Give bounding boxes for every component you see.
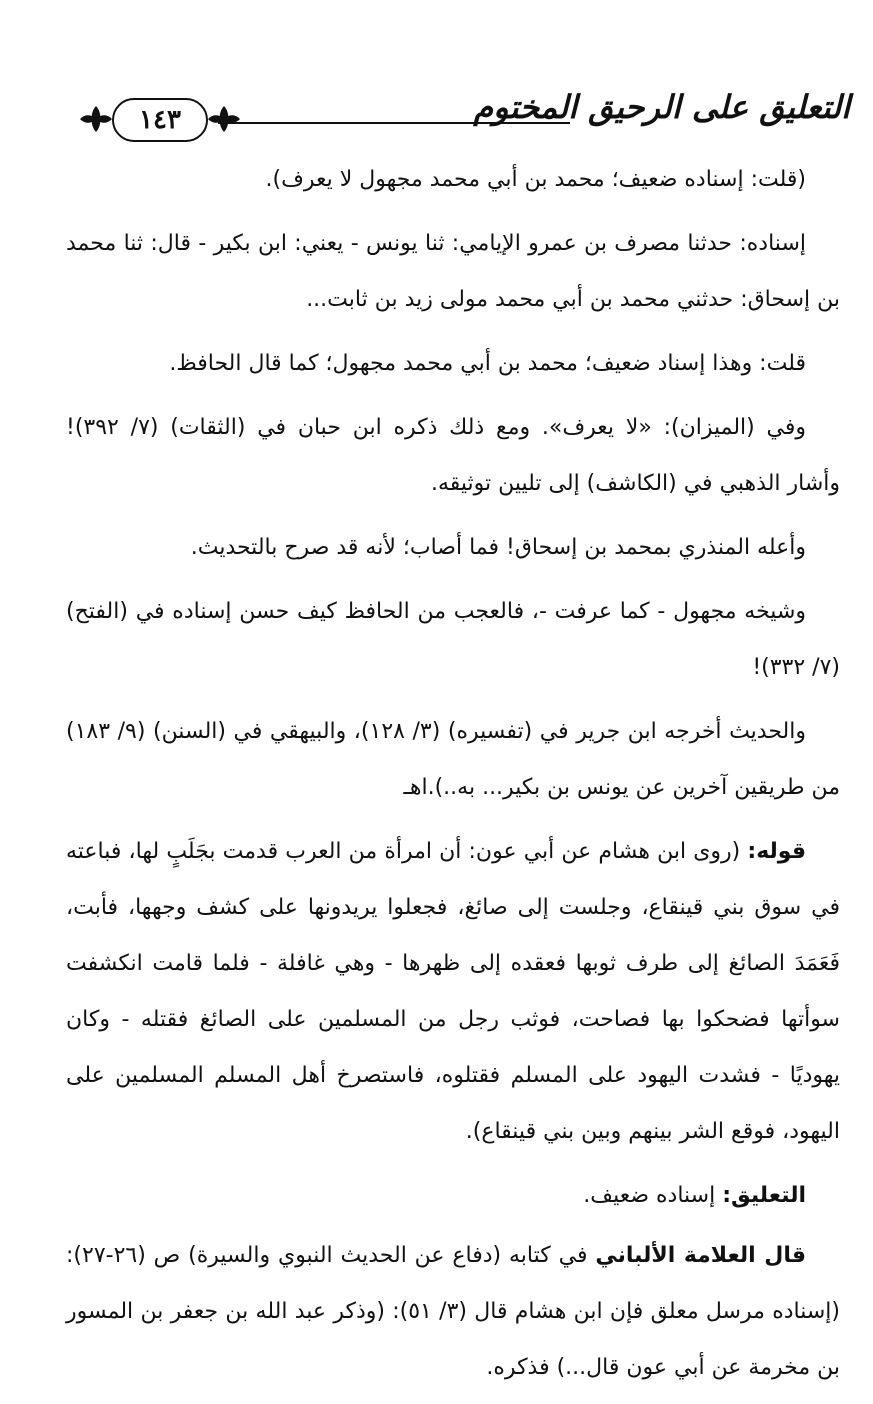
quote-paragraph: [66, 824, 840, 1160]
page-number: ١٤٣: [112, 98, 208, 142]
running-title: التعليق على الرحيق المختوم: [473, 88, 850, 126]
quote-text: (روى ابن هشام عن أبي عون: أن امرأة من العرب قدمت بجَلَبٍ لها، فباعته في سوق بني قينقاع، وجلست إلى صائغ، فجعلوا يريدونها على كشف وجهها، فأبت، فَعَمَدَ الصائغ إلى طرف ثوبها فعقده إلى ظهرها - وهي غافلة - فلما قامت انكشفت سوأتها فضحكوا بها فصاحت، فوثب رجل من المسلمين على الصائغ فقتله - وكان يهوديًا - فشدت اليهود على المسلم فقتلوه، فاستصرخ أهل المسلم المسلمين على اليهود، فوقع الشر بينهم وبين بني قينقاع).: [66, 839, 840, 1144]
paragraph-4: وفي (الميزان): «لا يعرف». ومع ذلك ذكره ابن حبان في (الثقات) (٧/ ٣٩٢)! وأشار الذهبي في (الكاشف) إلى تليين توثيقه.: [66, 415, 840, 496]
paragraph-6: وشيخه مجهول - كما عرفت -، فالعجب من الحافظ كيف حسن إسناده في (الفتح) (٧/ ٣٣٢)!: [66, 599, 840, 680]
comment-paragraph: [66, 1168, 840, 1224]
albani-lead: قال العلامة الألباني: [595, 1243, 806, 1268]
page-header: [70, 88, 850, 148]
comment-lead: التعليق:: [722, 1183, 806, 1208]
albani-text: في كتابه (دفاع عن الحديث النبوي والسيرة) ص (٢٦-٢٧): (إسناده مرسل معلق فإن ابن هشام قال (٣/ ٥١): (وذكر عبد الله بن جعفر بن المسور بن مخرمة عن أبي عون قال...) فذكره.: [66, 1243, 841, 1380]
body-text: [66, 152, 840, 1404]
paragraph-5: وأعله المنذري بمحمد بن إسحاق! فما أصاب؛ لأنه قد صرح بالتحديث.: [190, 535, 806, 560]
quote-lead: قوله:: [747, 839, 807, 864]
paragraph-7: والحديث أخرجه ابن جرير في (تفسيره) (٣/ ١٢٨)، والبيهقي في (السنن) (٩/ ١٨٣) من طريقين آخرين عن يونس بن بكير... به..).اهـ: [66, 719, 840, 800]
paragraph-1: (قلت: إسناده ضعيف؛ محمد بن أبي محمد مجهول لا يعرف).: [265, 167, 806, 192]
ornament-left-icon: [76, 102, 116, 136]
ornament-right-icon: [204, 102, 244, 136]
albani-paragraph: [66, 1228, 840, 1396]
paragraph-3: قلت: وهذا إسناد ضعيف؛ محمد بن أبي محمد مجهول؛ كما قال الحافظ.: [169, 351, 806, 376]
paragraph-2: إسناده: حدثنا مصرف بن عمرو الإيامي: ثنا يونس - يعني: ابن بكير - قال: ثنا محمد بن إسحاق: حدثني محمد بن أبي محمد مولى زيد بن ثابت...: [66, 231, 840, 312]
comment-text: إسناده ضعيف.: [583, 1183, 716, 1208]
